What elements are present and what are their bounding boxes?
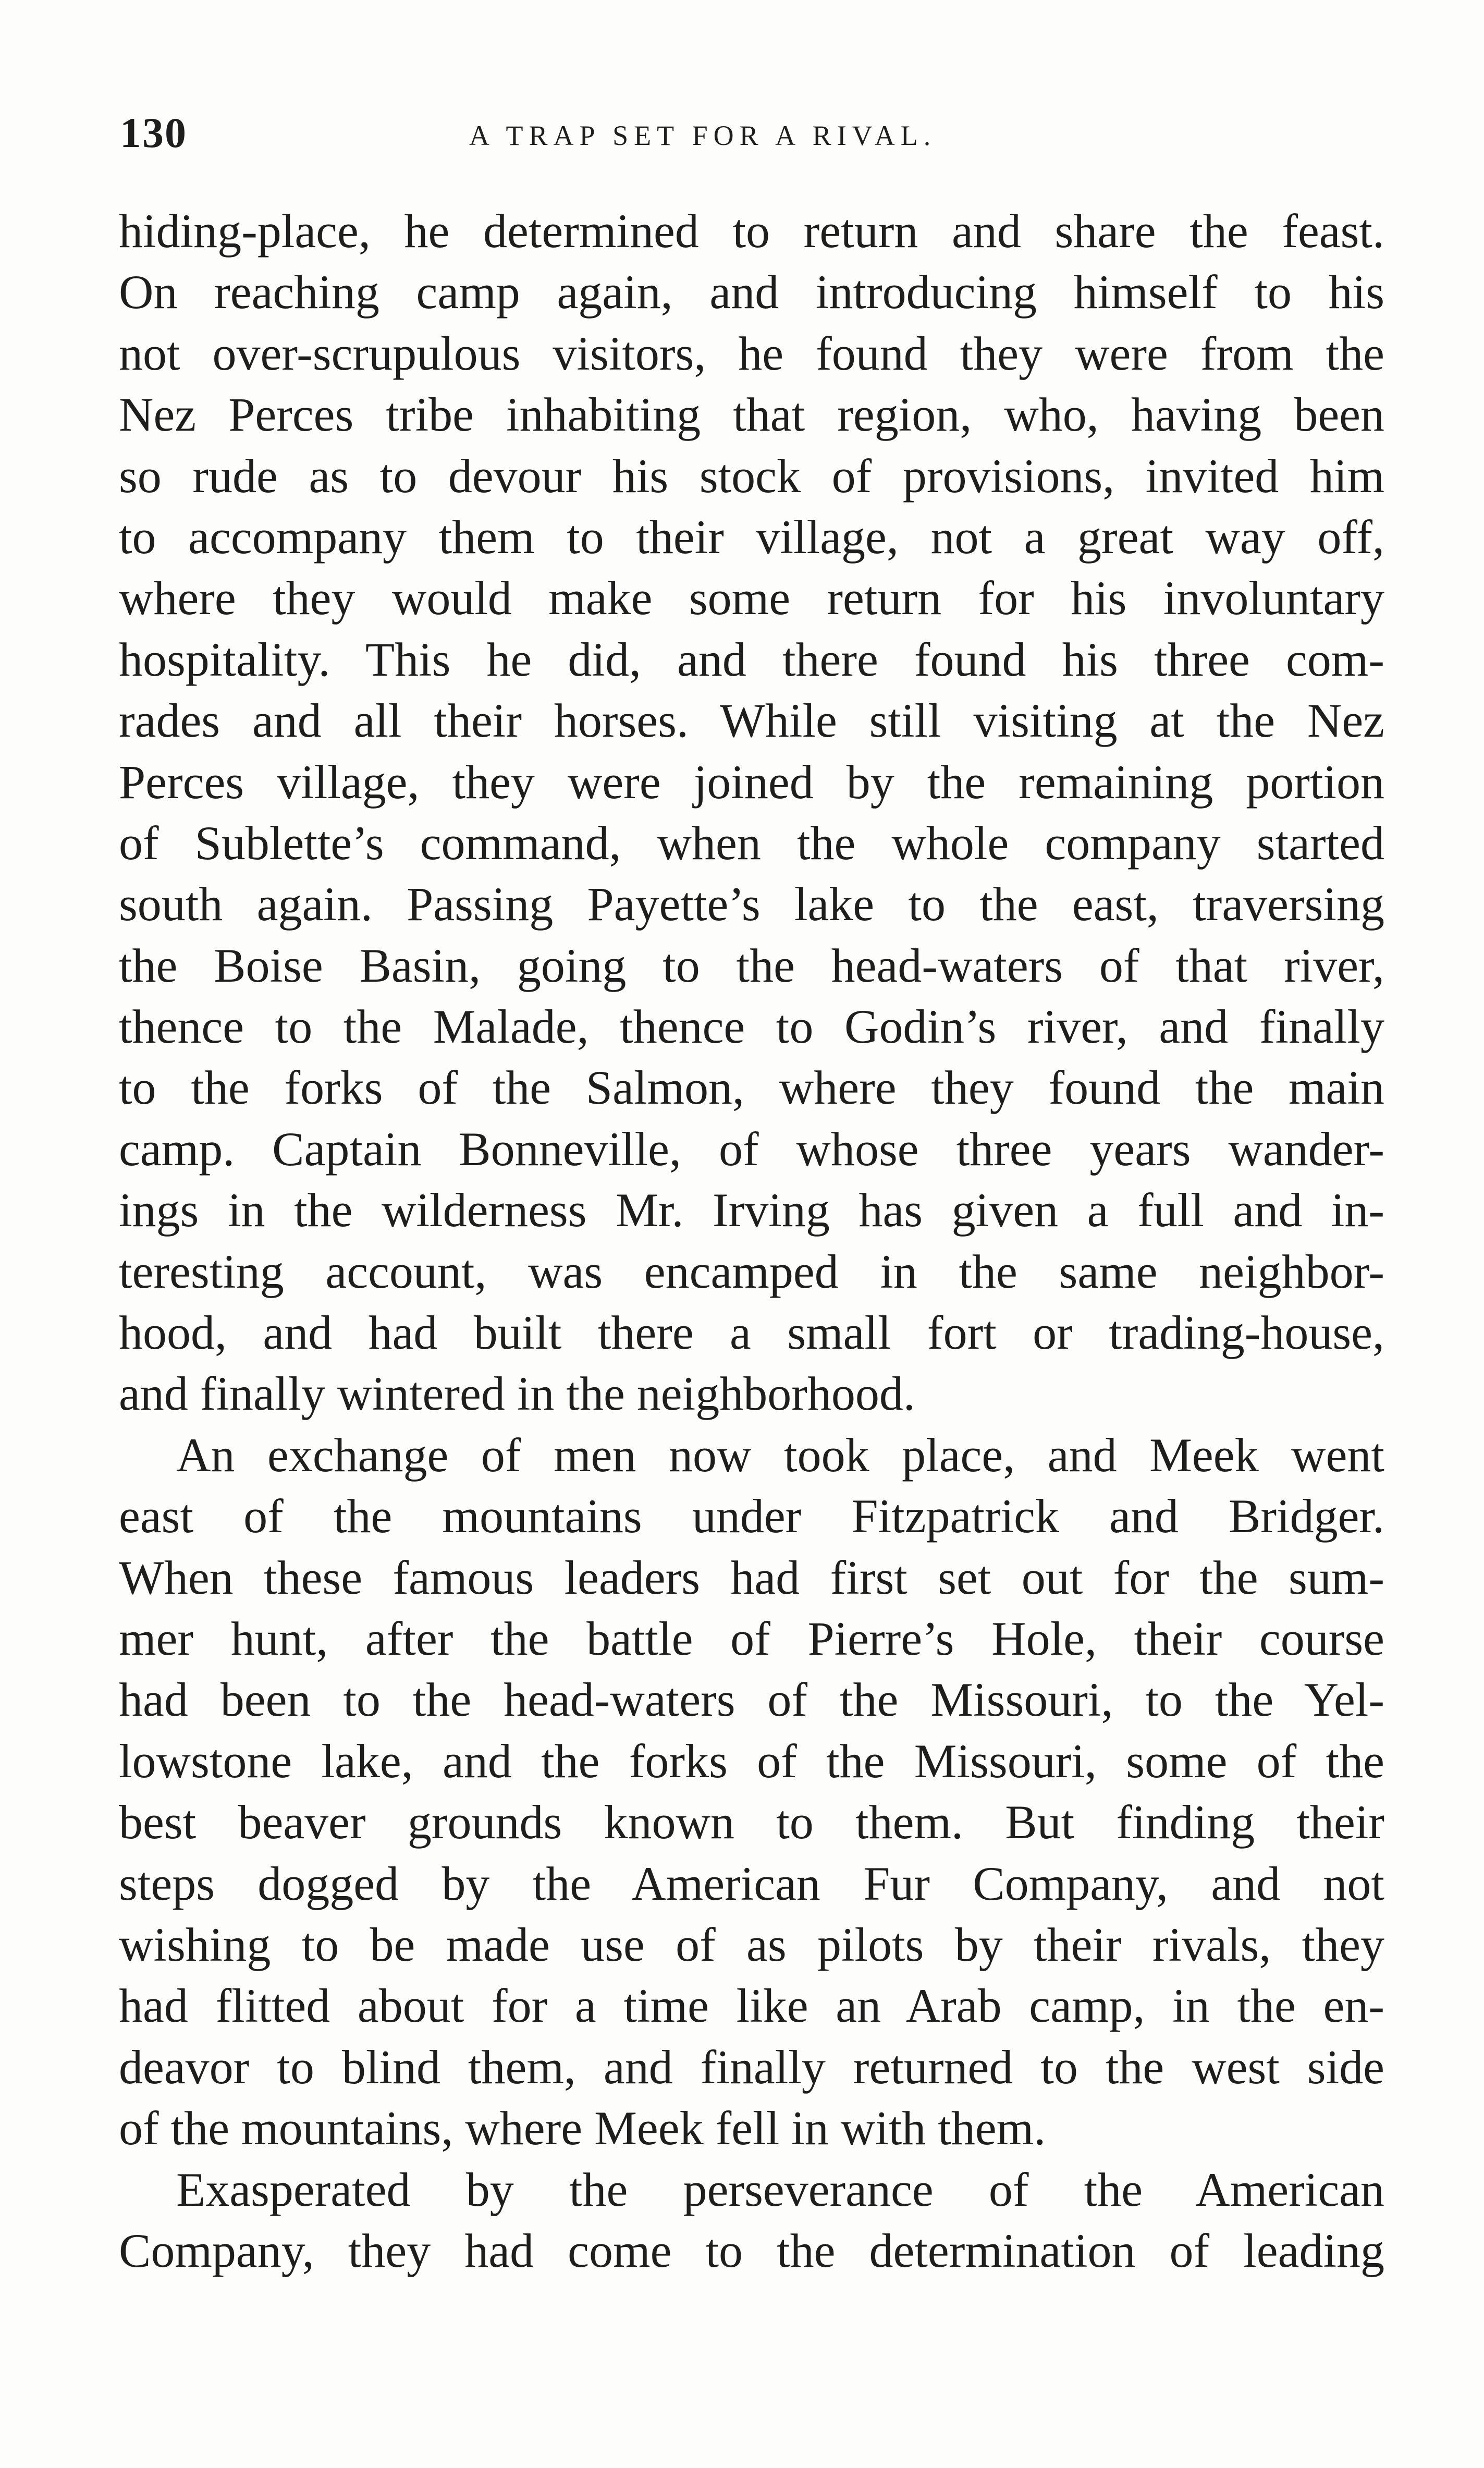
text-line: teresting account, was encamped in the same neighbor- (119, 1244, 1384, 1298)
running-title: A TRAP SET FOR A RIVAL. (469, 120, 937, 151)
text-line: best beaver grounds known to them. But finding their (119, 1795, 1384, 1849)
text-line: An exchange of men now took place, and Meek went (176, 1428, 1384, 1482)
text-line: east of the mountains under Fitzpatrick and Bridger. (119, 1489, 1384, 1543)
text-line: steps dogged by the American Fur Company, and not (119, 1856, 1384, 1910)
text-line: had flitted about for a time like an Arab camp, in the en- (119, 1979, 1384, 2033)
text-line: wishing to be made use of as pilots by their rivals, they (119, 1917, 1384, 1971)
text-line: Company, they had come to the determination of leading (119, 2223, 1384, 2277)
text-line: to the forks of the Salmon, where they found the main (119, 1061, 1384, 1115)
text-line: Perces village, they were joined by the remaining portion (119, 755, 1384, 809)
text-line: hospitality. This he did, and there found his three com- (119, 632, 1384, 686)
text-line: thence to the Malade, thence to Godin’s river, and finally (119, 1000, 1384, 1054)
text-line: ings in the wilderness Mr. Irving has given a full and in- (119, 1183, 1384, 1237)
text-line: of Sublette’s command, when the whole company started (119, 816, 1384, 870)
text-line: and finally wintered in the neighborhood. (119, 1367, 915, 1421)
text-line: mer hunt, after the battle of Pierre’s Hole, their course (119, 1611, 1384, 1665)
text-line: lowstone lake, and the forks of the Missouri, some of the (119, 1734, 1384, 1788)
text-line: of the mountains, where Meek fell in with them. (119, 2102, 1046, 2155)
text-line: When these famous leaders had first set out for the sum- (119, 1550, 1384, 1604)
text-line: not over-scrupulous visitors, he found they were from the (119, 326, 1384, 380)
body-text (119, 201, 1384, 2281)
text-line: deavor to blind them, and finally returned to the west side (119, 2040, 1384, 2094)
text-line: the Boise Basin, going to the head-waters of that river, (119, 938, 1384, 992)
text-line: so rude as to devour his stock of provisions, invited him (119, 449, 1384, 503)
text-line: rades and all their horses. While still visiting at the Nez (119, 694, 1384, 748)
text-line: Nez Perces tribe inhabiting that region, who, having been (119, 388, 1384, 442)
running-head (120, 104, 1387, 162)
text-line: On reaching camp again, and introducing himself to his (119, 265, 1384, 319)
text-line: south again. Passing Payette’s lake to the east, traversing (119, 877, 1384, 931)
text-line: had been to the head-waters of the Missouri, to the Yel- (119, 1673, 1384, 1727)
text-line: Exasperated by the perseverance of the American (176, 2162, 1384, 2216)
text-line: hiding-place, he determined to return and share the feast. (119, 204, 1384, 258)
text-line: camp. Captain Bonneville, of whose three years wander- (119, 1122, 1384, 1176)
text-line: to accompany them to their village, not a great way off, (119, 510, 1384, 564)
text-line: where they would make some return for his involuntary (119, 571, 1384, 625)
text-line: hood, and had built there a small fort or trading-house, (119, 1306, 1384, 1360)
page-number: 130 (120, 109, 187, 156)
